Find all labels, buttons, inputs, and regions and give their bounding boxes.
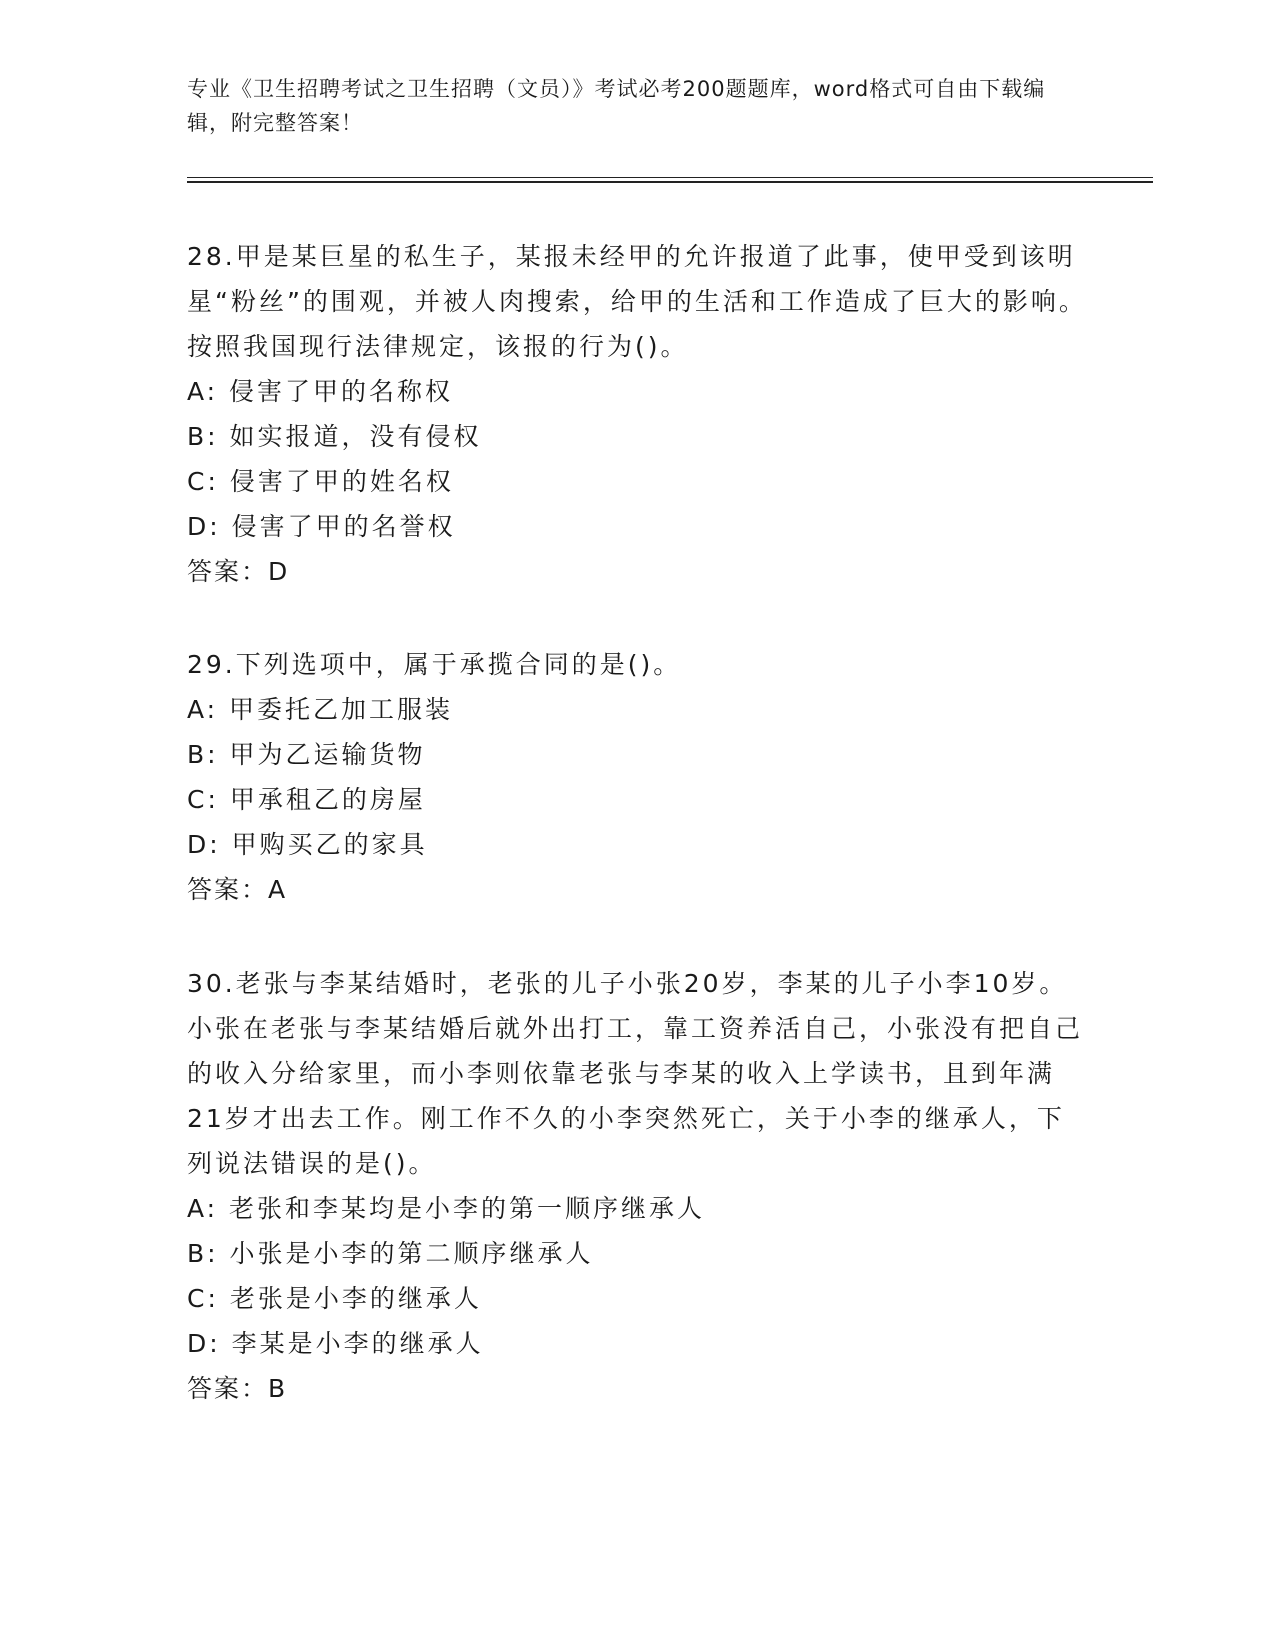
answer-line: 答案：B — [187, 1374, 288, 1403]
option-a: A: 老张和李某均是小李的第一顺序继承人 — [187, 1194, 706, 1223]
answer-line: 答案：A — [187, 875, 288, 904]
option-a: A: 侵害了甲的名称权 — [187, 377, 454, 406]
option-a: A: 甲委托乙加工服装 — [187, 695, 454, 724]
question-28 — [187, 234, 1087, 595]
document-header: 专业《卫生招聘考试之卫生招聘（文员）》考试必考200题题库，word格式可自由下载编辑，附完整答案！ — [187, 77, 1046, 135]
option-d: D: 侵害了甲的名誉权 — [187, 512, 456, 541]
option-c: C: 甲承租乙的房屋 — [187, 785, 426, 814]
option-d: D: 李某是小李的继承人 — [187, 1329, 484, 1358]
question-stem: 30.老张与李某结婚时，老张的儿子小张20岁，李某的儿子小李10岁。小张在老张与李某结婚后就外出打工，靠工资养活自己，小张没有把自己的收入分给家里，而小李则依靠老张与李某的收入上学读书，且到年满21岁才出去工作。刚工作不久的小李突然死亡，关于小李的继承人，下列说法错误的是()。 — [187, 969, 1084, 1178]
question-stem: 28.甲是某巨星的私生子，某报未经甲的允许报道了此事，使甲受到该明星“粉丝”的围观，并被人肉搜索，给甲的生活和工作造成了巨大的影响。按照我国现行法律规定，该报的行为()。 — [187, 242, 1087, 361]
question-30 — [187, 961, 1087, 1412]
answer-line: 答案：D — [187, 557, 290, 586]
option-b: B: 小张是小李的第二顺序继承人 — [187, 1239, 594, 1268]
option-c: C: 侵害了甲的姓名权 — [187, 467, 454, 496]
header-divider-thick — [187, 181, 1153, 183]
question-29 — [187, 642, 1087, 913]
header-divider-thin — [187, 177, 1153, 178]
option-c: C: 老张是小李的继承人 — [187, 1284, 482, 1313]
option-b: B: 甲为乙运输货物 — [187, 740, 426, 769]
option-b: B: 如实报道，没有侵权 — [187, 422, 482, 451]
option-d: D: 甲购买乙的家具 — [187, 830, 428, 859]
question-stem: 29.下列选项中，属于承揽合同的是()。 — [187, 650, 682, 679]
